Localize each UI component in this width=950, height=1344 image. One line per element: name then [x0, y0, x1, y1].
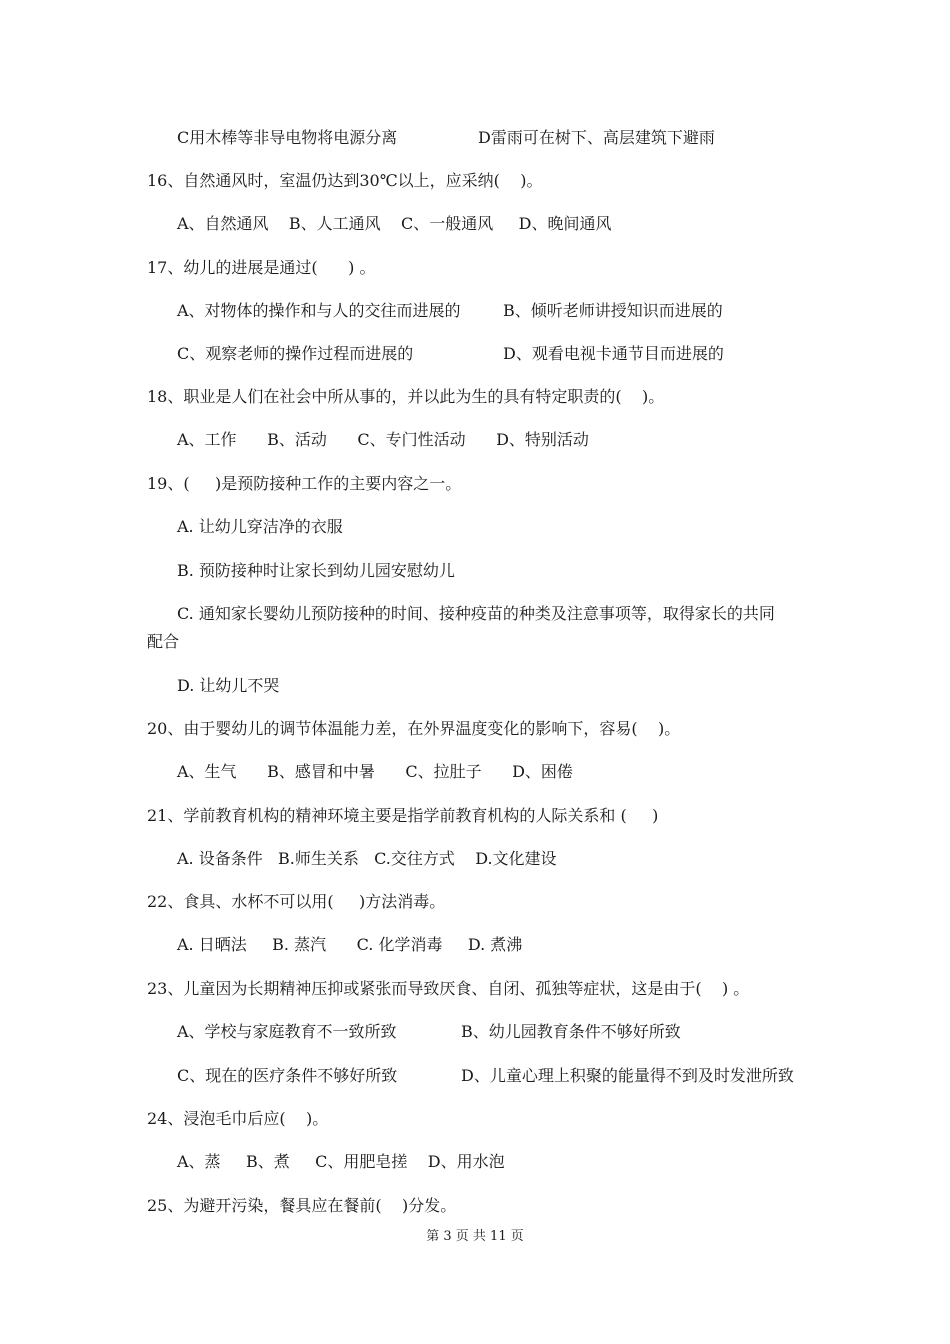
question-23-option-a: A、学校与家庭教育不一致所致	[177, 1022, 397, 1041]
question-19-option-a: A. 让幼儿穿洁净的衣服	[177, 517, 343, 536]
question-23-option-b: B、幼儿园教育条件不够好所致	[461, 1022, 681, 1041]
question-18: 18、职业是人们在社会中所从事的，并以此为生的具有特定职责的( )。	[147, 387, 665, 406]
question-19-option-c-continued: 配合	[147, 632, 180, 651]
question-24: 24、浸泡毛巾后应( )。	[147, 1109, 329, 1128]
option-c: C用木棒等非导电物将电源分离	[177, 128, 398, 147]
page-number-footer: 第 3 页 共 11 页	[426, 1229, 524, 1244]
question-17-option-c: C、观察老师的操作过程而进展的	[177, 344, 414, 363]
question-19-option-b: B. 预防接种时让家长到幼儿园安慰幼儿	[177, 561, 455, 580]
question-17-option-a: A、对物体的操作和与人的交往而进展的	[177, 301, 461, 320]
question-16-options: A、自然通风 B、人工通风 C、一般通风 D、晚间通风	[177, 214, 612, 233]
question-23-option-d: D、儿童心理上积聚的能量得不到及时发泄所致	[461, 1066, 794, 1085]
option-d: D雷雨可在树下、高层建筑下避雨	[478, 128, 715, 147]
question-22-options: A. 日晒法 B. 蒸汽 C. 化学消毒 D. 煮沸	[177, 935, 523, 954]
question-20: 20、由于婴幼儿的调节体温能力差，在外界温度变化的影响下，容易( )。	[147, 719, 681, 738]
question-19-option-d: D. 让幼儿不哭	[177, 676, 280, 695]
question-18-options: A、工作 B、活动 C、专门性活动 D、特别活动	[177, 430, 589, 449]
question-19-option-c: C. 通知家长婴幼儿预防接种的时间、接种疫苗的种类及注意事项等，取得家长的共同	[177, 604, 775, 623]
question-24-options: A、蒸 B、煮 C、用肥皂搓 D、用水泡	[177, 1152, 505, 1171]
question-21-options: A. 设备条件 B.师生关系 C.交往方式 D.文化建设	[177, 849, 557, 868]
question-21: 21、学前教育机构的精神环境主要是指学前教育机构的人际关系和 ( )	[147, 806, 659, 825]
question-20-options: A、生气 B、感冒和中暑 C、拉肚子 D、困倦	[177, 762, 573, 781]
question-17-option-d: D、观看电视卡通节目而进展的	[503, 344, 724, 363]
question-16: 16、自然通风时，室温仍达到30℃以上，应采纳( )。	[147, 171, 543, 190]
question-17: 17、幼儿的进展是通过( ) 。	[147, 258, 376, 277]
question-17-option-b: B、倾听老师讲授知识而进展的	[503, 301, 723, 320]
question-22: 22、食具、水杯不可以用( )方法消毒。	[147, 892, 446, 911]
question-23-option-c: C、现在的医疗条件不够好所致	[177, 1066, 398, 1085]
question-23: 23、儿童因为长期精神压抑或紧张而导致厌食、自闭、孤独等症状，这是由于( ) 。	[147, 979, 750, 998]
question-19: 19、( )是预防接种工作的主要内容之一。	[147, 474, 462, 493]
question-25: 25、为避开污染，餐具应在餐前( )分发。	[147, 1196, 457, 1215]
